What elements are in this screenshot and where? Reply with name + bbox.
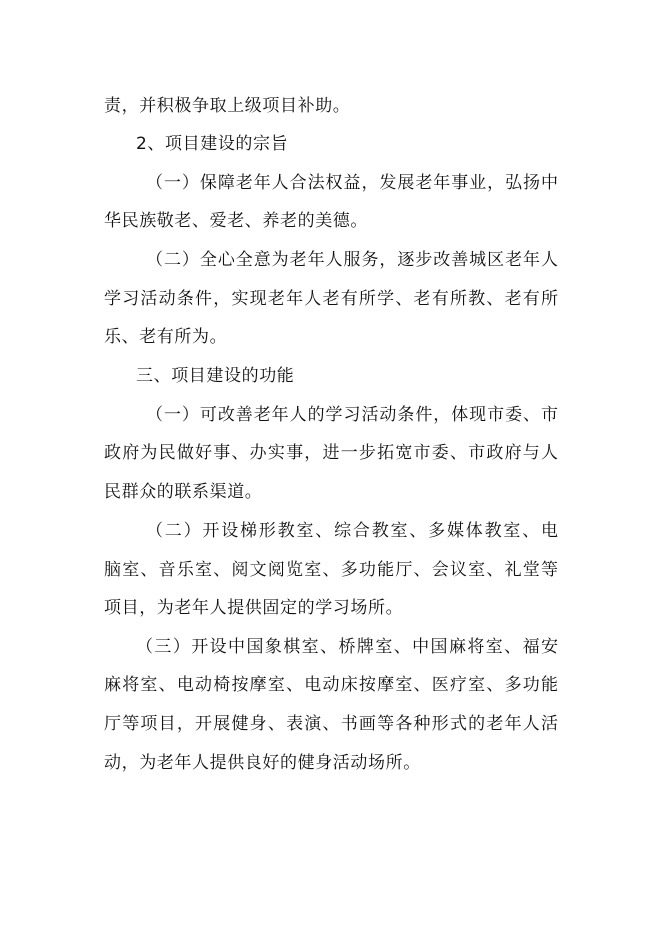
- paragraph-line: （三）开设中国象棋室、桥牌室、中国麻将室、福安: [136, 637, 558, 657]
- paragraph-line: 学习活动条件，实现老年人老有所学、老有所教、老有所: [104, 289, 558, 309]
- paragraph-line: 政府为民做好事、办实事，进一步拓宽市委、市政府与人: [104, 443, 558, 463]
- paragraph-line: 厅等项目，开展健身、表演、书画等各种形式的老年人活: [104, 714, 558, 734]
- paragraph-line: 乐、老有所为。: [104, 327, 228, 347]
- paragraph-line: 华民族敬老、爱老、养老的美德。: [104, 211, 368, 231]
- paragraph-line: 责，并积极争取上级项目补助。: [104, 96, 351, 116]
- paragraph-line: 脑室、音乐室、阅文阅览室、多功能厅、会议室、礼堂等: [104, 560, 558, 580]
- paragraph-line: 麻将室、电动椅按摩室、电动床按摩室、医疗室、多功能: [104, 675, 558, 695]
- paragraph-line: （一）保障老年人合法权益，发展老年事业，弘扬中: [146, 173, 558, 193]
- section-heading: 2、项目建设的宗旨: [136, 134, 289, 154]
- paragraph-line: （二）全心全意为老年人服务，逐步改善城区老年人: [146, 250, 558, 270]
- paragraph-line: （二）开设梯形教室、综合教室、多媒体教室、电: [146, 521, 558, 541]
- paragraph-line: 民群众的联系渠道。: [104, 482, 263, 502]
- paragraph-line: （一）可改善老年人的学习活动条件，体现市委、市: [146, 405, 558, 425]
- section-heading: 三、项目建设的功能: [136, 366, 295, 386]
- paragraph-line: 项目，为老年人提供固定的学习场所。: [104, 598, 404, 618]
- paragraph-line: 动，为老年人提供良好的健身活动场所。: [104, 753, 421, 773]
